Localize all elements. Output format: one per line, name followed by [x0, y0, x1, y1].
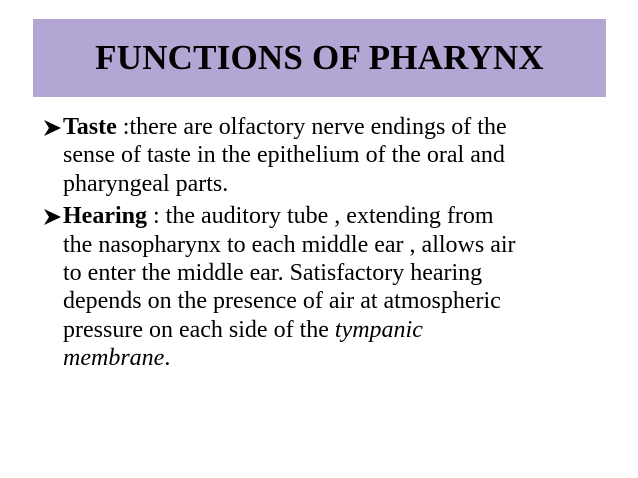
bullet-line: the nasopharynx to each middle ear , allows air: [63, 231, 516, 258]
bullet-line: pharyngeal parts.: [63, 170, 229, 197]
bullet-line: [63, 316, 614, 344]
bullet-text: : the auditory tube , extending from: [147, 203, 494, 230]
term-taste: Taste: [63, 114, 117, 140]
slide-title: FUNCTIONS OF PHARYNX: [95, 38, 544, 77]
bullet-line: to enter the middle ear. Satisfactory hearing: [63, 260, 483, 287]
arrow-bullet-icon: [44, 202, 63, 230]
italic-term: membrane: [63, 345, 165, 372]
title-bar: [33, 19, 606, 97]
bullet-text: pressure on each side of the: [63, 316, 335, 343]
italic-term: tympanic: [334, 316, 423, 343]
bullet-text: :there are olfactory nerve endings of the: [116, 114, 507, 140]
slide-body: [44, 113, 614, 377]
term-hearing: Hearing: [63, 203, 147, 230]
bullet-line: [63, 113, 614, 141]
bullet-hearing: [44, 202, 614, 372]
bullet-line: depends on the presence of air at atmospheric: [63, 288, 501, 315]
bullet-end: .: [164, 345, 171, 372]
bullet-line: sense of taste in the epithelium of the oral and: [63, 142, 505, 169]
bullet-taste: [44, 113, 614, 198]
bullet-line: [63, 344, 614, 372]
arrow-bullet-icon: [44, 113, 63, 141]
bullet-line: [63, 202, 614, 230]
